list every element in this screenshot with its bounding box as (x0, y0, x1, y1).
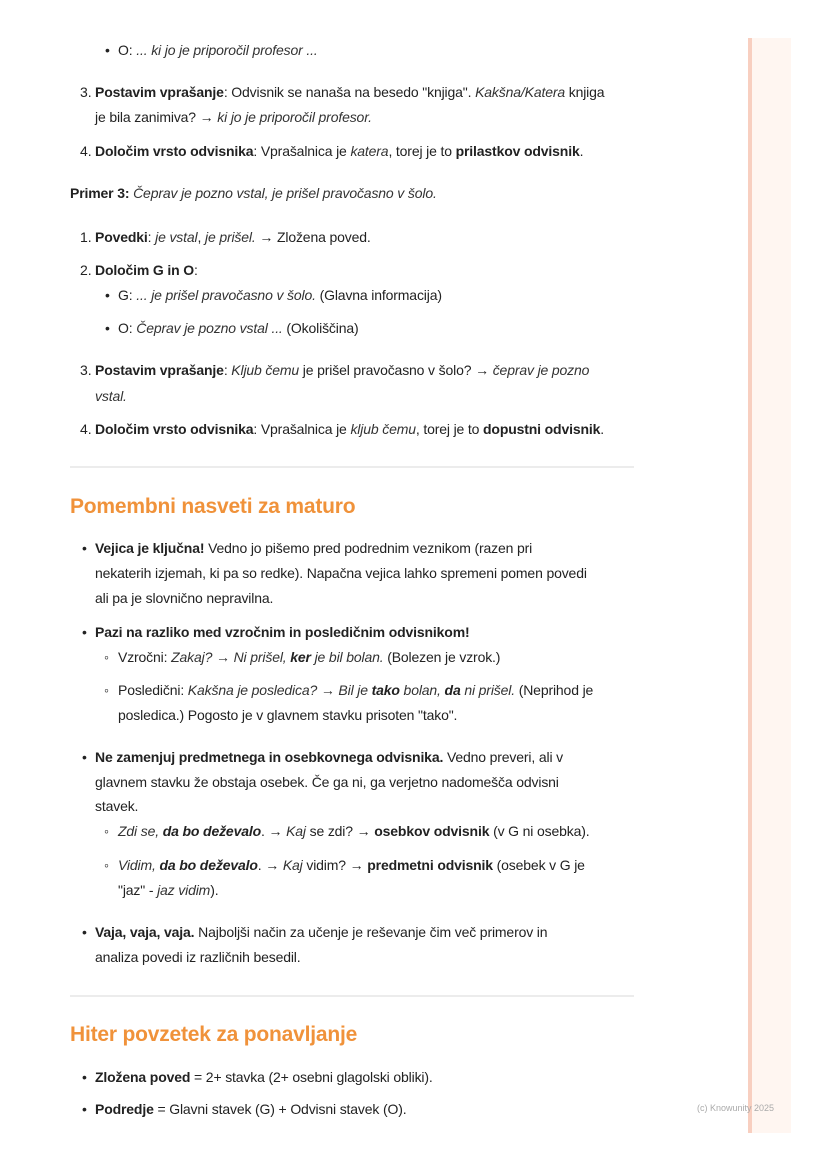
bullet-icon: • (82, 749, 87, 765)
text: = Glavni stavek (G) + Odvisni stavek (O). (153, 1101, 407, 1117)
list-number: 3. (80, 84, 92, 100)
heading-summary: Hiter povzetek za ponavljanje (70, 1023, 358, 1046)
list-item-line (95, 227, 371, 247)
text: vidim? → (302, 857, 368, 873)
list-item-line (95, 796, 138, 816)
list-item-line (95, 563, 587, 583)
bullet-icon: • (105, 320, 110, 336)
text: O: (118, 320, 137, 336)
bold-italic-text: da bo deževalo (162, 823, 261, 839)
text: ali pa je slovnično nepravilna. (95, 590, 274, 606)
italic-text: Vidim, (118, 857, 160, 873)
text: . (579, 143, 584, 159)
text: Vzročni: (118, 649, 172, 665)
italic-text: ni prišel. (460, 682, 515, 698)
text: , torej je to (415, 421, 484, 437)
list-item-line (118, 880, 218, 900)
bold-text: Postavim vprašanje (95, 84, 224, 100)
italic-text: je vstal (155, 229, 198, 245)
bold-text: prilastkov odvisnik (455, 143, 580, 159)
italic-text: bolan, (399, 682, 445, 698)
list-item-line (118, 647, 500, 667)
text: stavek. (95, 798, 139, 814)
list-item-line (118, 705, 457, 725)
list-number: 1. (80, 229, 92, 245)
text: → Zložena poved. (255, 229, 371, 245)
bold-text: Pazi na razliko med vzročnim in posledičnim odvisnikom! (95, 624, 470, 640)
bullet-icon: ◦ (104, 649, 109, 665)
italic-text: kljub čemu (350, 421, 416, 437)
list-item-line (118, 680, 593, 700)
italic-text: Kaj (282, 857, 303, 873)
list-number: 4. (80, 143, 92, 159)
bullet-icon: • (82, 1101, 87, 1117)
bullet-icon: ◦ (104, 682, 109, 698)
list-item-line (95, 922, 547, 942)
bold-italic-text: ker (290, 649, 311, 665)
text: : (194, 262, 198, 278)
bold-text: Določim vrsto odvisnika (95, 143, 254, 159)
list-item-line (95, 1099, 407, 1119)
italic-text: jaz vidim (157, 881, 211, 898)
italic-text: Kakšna/Katera (475, 84, 565, 100)
list-item-line (118, 821, 590, 841)
bold-italic-text: da (444, 682, 461, 698)
list-item-line (95, 82, 604, 102)
section-divider (70, 995, 634, 997)
text: ). (210, 881, 219, 898)
text: (Okoliščina) (282, 320, 359, 336)
list-number: 4. (80, 421, 92, 437)
text: : Vprašalnica je (253, 143, 351, 159)
italic-text: Kljub čemu (231, 362, 300, 378)
italic-text: katera (350, 143, 389, 159)
bold-text: dopustni odvisnik (483, 421, 601, 437)
list-item-line (95, 588, 273, 608)
bold-text: osebkov odvisnik (374, 823, 490, 839)
italic-text: ki jo je priporočil profesor. (217, 109, 372, 125)
list-item-line (95, 947, 301, 967)
text: = 2+ stavka (2+ osebni glagolski obliki). (190, 1069, 433, 1085)
text: O: (118, 42, 137, 58)
text: (Bolezen je vzrok.) (383, 649, 501, 665)
bold-text: Vejica je ključna! (95, 540, 205, 556)
section-divider (70, 466, 634, 468)
text: G: (118, 287, 137, 303)
list-number: 3. (80, 362, 92, 378)
italic-text: Zakaj? → Ni prišel, (171, 649, 291, 665)
italic-text: je bil bolan. (310, 649, 384, 665)
bold-text: Zložena poved (95, 1069, 191, 1085)
text: , (197, 229, 205, 245)
list-item-line (95, 141, 583, 161)
bullet-icon: • (82, 624, 87, 640)
text: (osebek v G je (492, 857, 585, 873)
text: : (147, 229, 156, 245)
text: (Neprihod je (514, 682, 594, 698)
text: glavnem stavku že obstaja osebek. Če ga ni, ga verjetno nadomešča odvisni (95, 773, 559, 790)
bullet-icon: • (105, 287, 110, 303)
text: Vedno preveri, ali v (443, 749, 564, 765)
text: "jaz" - (118, 881, 158, 898)
list-item-line (95, 107, 372, 127)
bold-text: Primer 3: (70, 185, 134, 201)
list-item-line (70, 183, 437, 203)
bold-text: Podredje (95, 1101, 154, 1117)
list-item-line (95, 360, 589, 380)
text: posledica.) Pogosto je v glavnem stavku prisoten "tako". (118, 706, 458, 723)
italic-text: Kakšna je posledica? → Bil je (187, 682, 372, 698)
heading-tips: Pomembni nasveti za maturo (70, 495, 356, 518)
bullet-icon: • (105, 42, 110, 58)
italic-text: čeprav je pozno (492, 362, 590, 378)
text: se zdi? → (305, 823, 375, 839)
bold-text: predmetni odvisnik (367, 857, 493, 873)
italic-text: Čeprav je pozno vstal, je prišel pravočasno v šolo. (133, 185, 437, 201)
text: Posledični: (118, 682, 188, 698)
list-item-line (95, 1067, 433, 1087)
text: (v G ni osebka). (489, 823, 590, 839)
bullet-icon: • (82, 924, 87, 940)
bold-text: Ne zamenjuj predmetnega in osebkovnega odvisnika. (95, 749, 444, 765)
text: analiza povedi iz različnih besedil. (95, 949, 301, 965)
copyright: (c) Knowunity 2025 (697, 1103, 775, 1113)
list-item-line (118, 855, 585, 875)
italic-text: Čeprav je pozno vstal ... (136, 320, 283, 336)
list-item-line (95, 386, 127, 406)
text: knjiga (564, 84, 605, 100)
text: , torej je to (388, 143, 456, 159)
bullet-icon: ◦ (104, 857, 109, 873)
list-item-line (95, 772, 559, 792)
bold-text: Postavim vprašanje (95, 362, 224, 378)
list-item-line (118, 285, 442, 305)
list-item-line (95, 260, 198, 280)
list-item-line (95, 419, 604, 439)
list-item-line (118, 40, 318, 60)
text: : Vprašalnica je (253, 421, 351, 437)
list-item-line (118, 318, 359, 338)
text: (Glavna informacija) (315, 287, 442, 303)
italic-text: ... ki jo je priporočil profesor ... (136, 42, 318, 58)
bullet-icon: • (82, 1069, 87, 1085)
text: : (223, 362, 232, 378)
text: je bila zanimiva? → (95, 109, 218, 125)
bold-text: Povedki (95, 229, 148, 245)
text: . → (260, 823, 287, 839)
list-item-line (95, 538, 532, 558)
text: Najboljši način za učenje je reševanje čim več primerov in (194, 924, 548, 940)
text: : Odvisnik se nanaša na besedo "knjiga". (223, 84, 476, 100)
list-item-line (95, 747, 563, 767)
bold-italic-text: da bo deževalo (159, 857, 258, 873)
text: Vedno jo pišemo pred podrednim veznikom (razen pri (204, 540, 533, 556)
italic-text: vstal. (95, 388, 127, 404)
italic-text: ... je prišel pravočasno v šolo. (136, 287, 316, 303)
italic-text: je prišel. (204, 229, 256, 245)
bold-text: Določim vrsto odvisnika (95, 421, 254, 437)
italic-text: Zdi se, (118, 823, 163, 839)
italic-text: Kaj (286, 823, 306, 839)
bullet-icon: ◦ (104, 823, 109, 839)
list-item-line (95, 622, 470, 642)
list-number: 2. (80, 262, 92, 278)
bullet-icon: • (82, 540, 87, 556)
bold-text: Vaja, vaja, vaja. (95, 924, 195, 940)
text: nekaterih izjemah, ki pa so redke). Napačna vejica lahko spremeni pomen povedi (95, 565, 587, 581)
text: . → (257, 857, 283, 873)
side-margin-band (748, 38, 791, 1133)
bold-italic-text: tako (371, 682, 400, 698)
bold-text: Določim G in O (95, 262, 195, 278)
text: je prišel pravočasno v šolo? → (299, 362, 493, 378)
text: . (600, 421, 604, 437)
